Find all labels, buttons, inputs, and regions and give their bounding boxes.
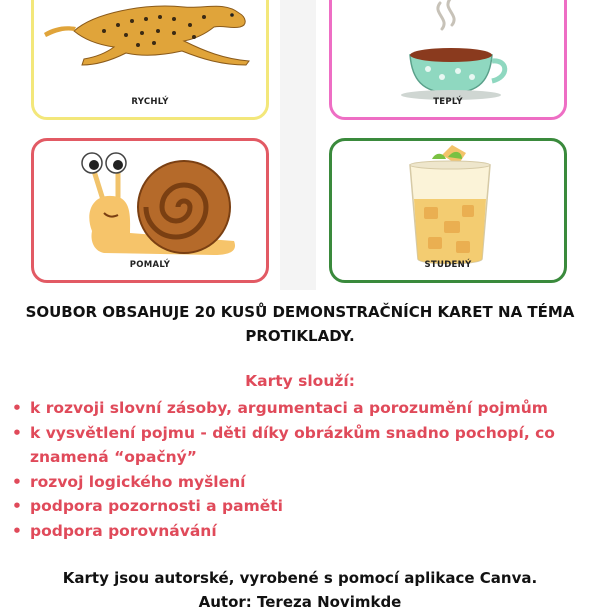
purpose-title: Karty slouží: xyxy=(245,372,355,390)
card-label: TEPLÝ xyxy=(433,97,463,107)
list-item: • k rozvoji slovní zásoby, argumentaci a porozumění pojmům xyxy=(12,396,587,421)
card-cold xyxy=(329,138,567,283)
footer-line-2: Autor: Tereza Novimkde xyxy=(198,593,402,611)
card-warm xyxy=(329,0,567,120)
purpose-list xyxy=(12,396,587,543)
card-label: RYCHLÝ xyxy=(131,97,169,107)
list-item: • rozvoj logického myšlení xyxy=(12,470,587,495)
description-heading: SOUBOR OBSAHUJE 20 KUSŮ DEMONSTRAČNÍCH KARET NA TÉMA PROTIKLADY. xyxy=(25,303,575,345)
card-label: POMALÝ xyxy=(129,260,171,270)
list-item: • k vysvětlení pojmu - děti díky obrázkům snadno pochopí, co znamená “opačný” xyxy=(12,421,587,470)
card-label: STUDENÝ xyxy=(424,260,472,270)
list-item: • podpora pozornosti a paměti xyxy=(12,494,587,519)
page-gap xyxy=(280,0,316,290)
card-fast xyxy=(31,0,269,120)
footer xyxy=(0,566,600,614)
footer-line-1: Karty jsou autorské, vyrobené s pomocí aplikace Canva. xyxy=(62,569,538,587)
list-item: • podpora porovnávání xyxy=(12,519,587,544)
card-slow xyxy=(31,138,269,283)
